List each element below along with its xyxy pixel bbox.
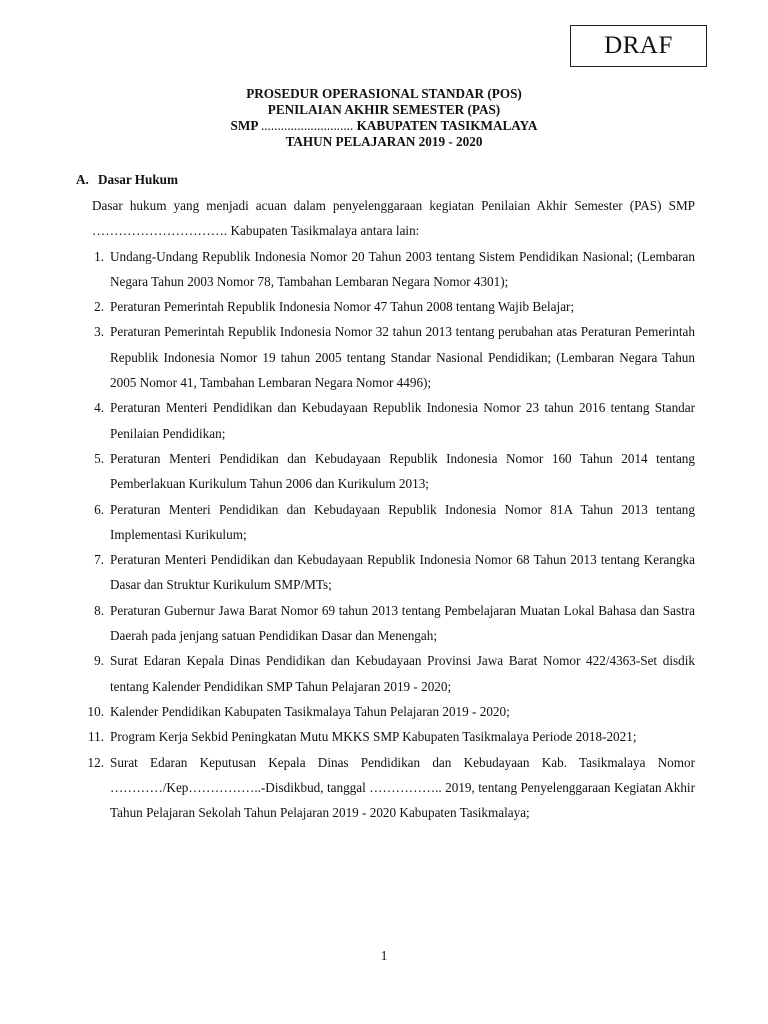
list-item-number: 7. — [94, 552, 104, 568]
list-item — [87, 750, 695, 826]
list-item — [92, 244, 695, 295]
list-item-number: 2. — [94, 299, 104, 315]
legal-basis-list — [87, 244, 695, 826]
list-item-text: Peraturan Menteri Pendidikan dan Kebudayaan Republik Indonesia Nomor 23 tahun 2016 tentang Standar Penilaian Pendidikan; — [110, 400, 695, 441]
list-item-number: 8. — [94, 602, 104, 618]
list-item-number: 12. — [87, 754, 104, 770]
title-line-3 — [0, 118, 768, 134]
section-body — [87, 193, 695, 825]
list-item — [88, 724, 695, 749]
list-item-number: 10. — [87, 703, 104, 719]
list-item-text: Undang-Undang Republik Indonesia Nomor 20 Tahun 2003 tentang Sistem Pendidikan Nasional; (Lembaran Negara Tahun 2003 Nomor 78, Tambahan Lembaran Negara Nomor 4301); — [110, 248, 695, 289]
list-item — [92, 598, 695, 649]
list-item — [87, 699, 695, 724]
title-line-4: TAHUN PELAJARAN 2019 - 2020 — [285, 134, 483, 149]
section-title: Dasar Hukum — [98, 172, 179, 187]
draft-stamp — [570, 25, 707, 67]
list-item — [92, 648, 695, 699]
list-item-number: 6. — [94, 501, 104, 517]
list-item-number: 5. — [94, 450, 104, 466]
list-item — [92, 446, 695, 497]
list-item — [92, 294, 695, 319]
list-item-text: Peraturan Gubernur Jawa Barat Nomor 69 tahun 2013 tentang Pembelajaran Muatan Lokal Bahasa dan Sastra Daerah pada jenjang satuan Pendidikan Dasar dan Menengah; — [110, 602, 695, 644]
title-line-3-dots: ............................ — [260, 118, 354, 133]
title-line-2: PENILAIAN AKHIR SEMESTER (PAS) — [267, 102, 501, 117]
list-item-number: 3. — [94, 324, 104, 340]
document-title — [0, 86, 768, 150]
intro-paragraph: Dasar hukum yang menjadi acuan dalam penyelenggaraan kegiatan Penilaian Akhir Semester (PAS) SMP …………………………. Kabupaten Tasikmalaya antara lain: — [92, 198, 695, 239]
draft-stamp-label: DRAF — [604, 32, 673, 59]
list-item-text: Peraturan Menteri Pendidikan dan Kebudayaan Republik Indonesia Nomor 160 Tahun 2014 tentang Pemberlakuan Kurikulum Tahun 2006 dan Kurikulum 2013; — [110, 450, 695, 492]
list-item-text: Peraturan Pemerintah Republik Indonesia Nomor 47 Tahun 2008 tentang Wajib Belajar; — [110, 299, 575, 315]
list-item — [92, 497, 695, 548]
list-item-text: Surat Edaran Kepala Dinas Pendidikan dan Kebudayaan Provinsi Jawa Barat Nomor 422/4363-Set disdik tentang Kalender Pendidikan SMP Tahun Pelajaran 2019 - 2020; — [110, 653, 695, 694]
page-number: 1 — [380, 948, 388, 963]
title-line-3-suffix: KABUPATEN TASIKMALAYA — [356, 118, 538, 133]
list-item-text: Peraturan Menteri Pendidikan dan Kebudayaan Republik Indonesia Nomor 81A Tahun 2013 tentang Implementasi Kurikulum; — [110, 501, 695, 542]
list-item — [92, 395, 695, 446]
title-line-3-prefix: SMP — [230, 118, 258, 133]
section-heading — [76, 172, 178, 188]
list-item — [92, 547, 695, 598]
title-line-1: PROSEDUR OPERASIONAL STANDAR (POS) — [246, 86, 522, 101]
list-item-text: Peraturan Menteri Pendidikan dan Kebudayaan Republik Indonesia Nomor 68 Tahun 2013 tentang Kerangka Dasar dan Struktur Kurikulum SMP/MTs; — [110, 552, 695, 593]
list-item-text: Peraturan Pemerintah Republik Indonesia Nomor 32 tahun 2013 tentang perubahan atas Peraturan Pemerintah Republik Indonesia Nomor 19 tahun 2005 tentang Standar Nasional Pendidikan; (Lembaran Negara Tahun 2005 Nomor 41, Tambahan Lembaran Negara Nomor 4496); — [110, 324, 695, 391]
list-item — [92, 319, 695, 395]
list-item-text: Kalender Pendidikan Kabupaten Tasikmalaya Tahun Pelajaran 2019 - 2020; — [110, 703, 510, 719]
list-item-text: Surat Edaran Keputusan Kepala Dinas Pendidikan dan Kebudayaan Kab. Tasikmalaya Nomor …………/Kep……………..-Disdikbud, tanggal …………….. 2019, tentang Penyelenggaraan Kegiatan Akhir Tahun Pelajaran Sekolah Tahun Pelajaran 2019 - 2020 Kabupaten Tasikmalaya; — [110, 754, 695, 821]
list-item-number: 11. — [88, 729, 104, 745]
list-item-number: 4. — [94, 400, 104, 416]
list-item-number: 1. — [94, 248, 104, 264]
list-item-number: 9. — [94, 653, 104, 669]
section-letter: A. — [76, 172, 89, 187]
list-item-text: Program Kerja Sekbid Peningkatan Mutu MKKS SMP Kabupaten Tasikmalaya Periode 2018-2021; — [110, 729, 637, 745]
